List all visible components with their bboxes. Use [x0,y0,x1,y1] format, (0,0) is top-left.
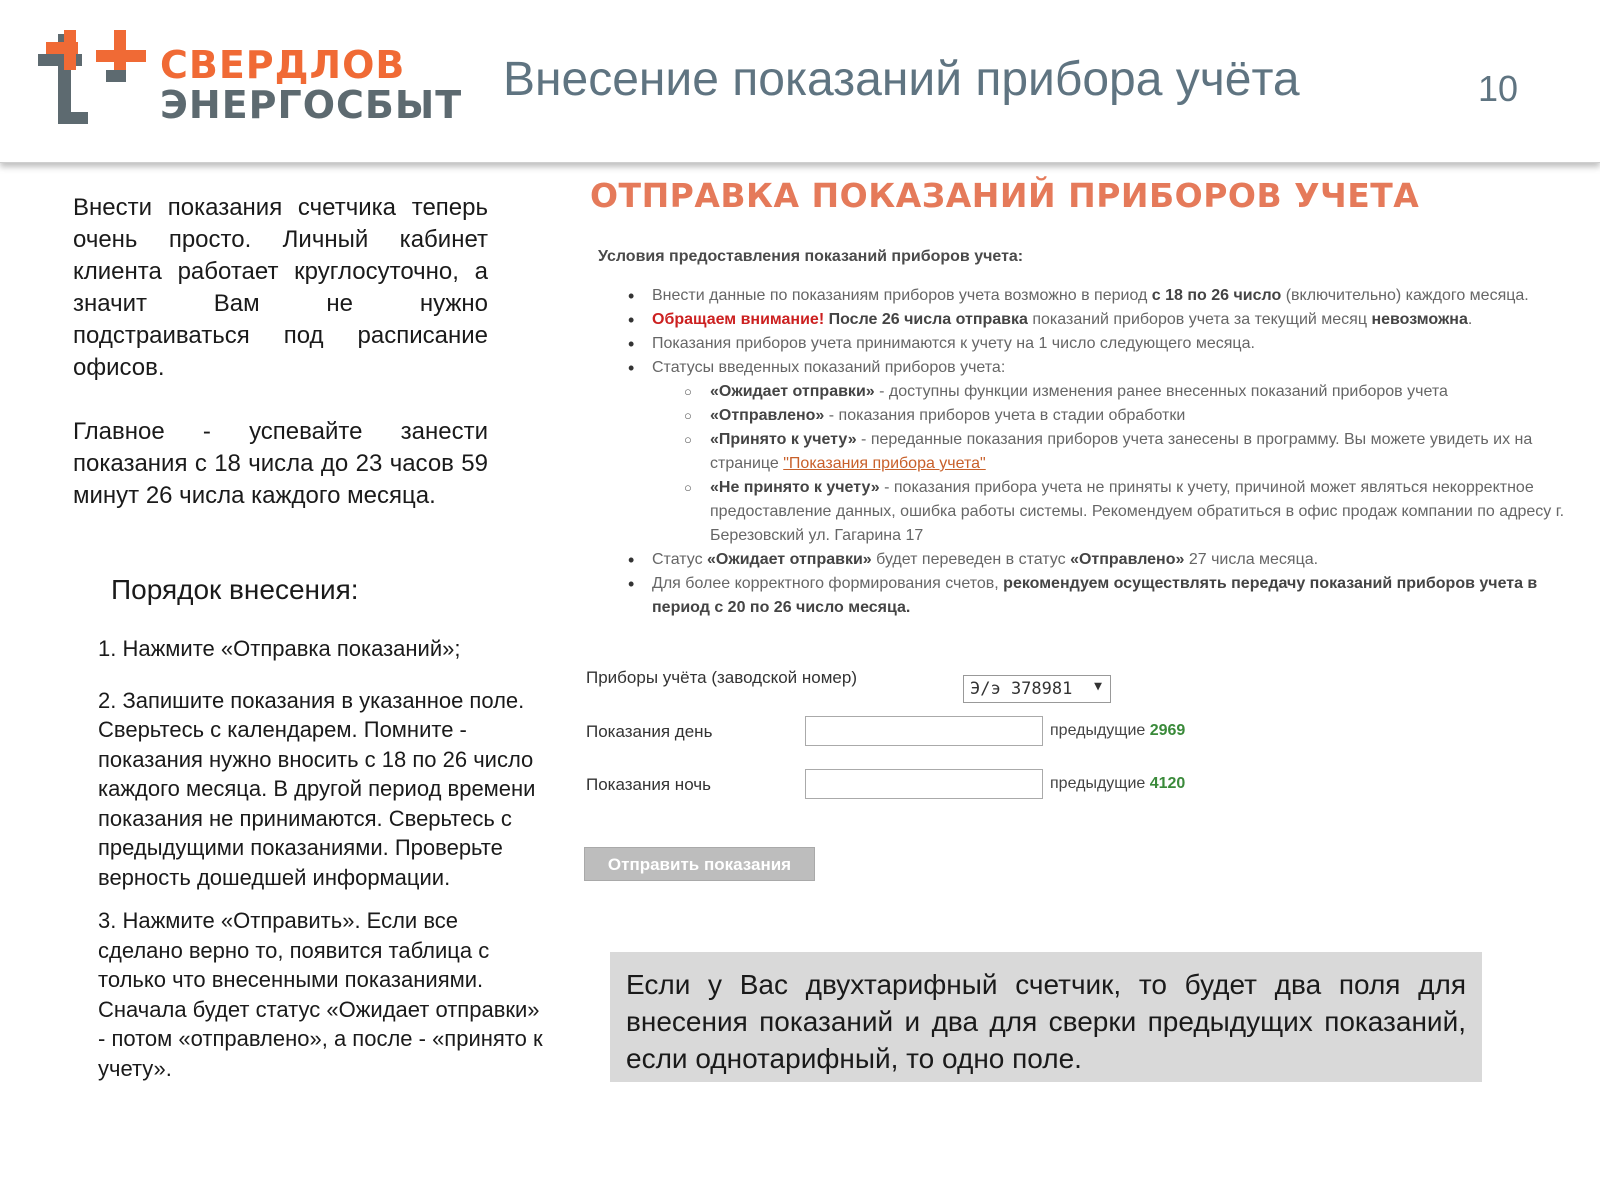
condition-item: • Внести данные по показаниям приборов учета возможно в период с 18 по 26 число (включительно) каждого месяца. [600,284,1580,308]
meter-select[interactable] [963,675,1111,703]
status-item: ○ «Отправлено» - показания приборов учета в стадии обработки [600,404,1580,428]
condition-item: • Показания приборов учета принимаются к учету на 1 число следующего месяца. [600,332,1580,356]
dropdown-arrow-icon: ▼ [1094,679,1102,694]
note-box: Если у Вас двухтарифный счетчик, то будет два поля для внесения показаний и два для сверки предыдущих показаний, если однотарифный, то одно поле. [610,952,1482,1082]
steps-list [98,634,543,1097]
day-reading-input[interactable] [805,716,1043,746]
condition-item: • Для более корректного формирования счетов, рекомендуем осуществлять передачу показаний приборов учета в период с 20 по 26 число месяца. [600,572,1580,620]
step-item: 1. Нажмите «Отправка показаний»; [98,636,461,661]
logo-icon [36,30,156,130]
intro-paragraph-2: Главное - успевайте занести показания с 18 числа до 23 часов 59 минут 26 числа каждого месяца. [73,418,488,509]
logo-line-1: СВЕРДЛОВ [160,43,406,87]
submit-readings-button[interactable]: Отправить показания [584,847,815,881]
day-reading-label: Показания день [586,722,713,741]
condition-item: • Статусы введенных показаний приборов учета: [600,356,1580,380]
slide-header [0,0,1600,163]
status-item: ○ «Не принято к учету» - показания прибора учета не приняты к учету, причиной может являться некорректное предоставление данных, ошибка работы системы. Рекомендуем обратиться в офис продаж компании по адресу г. Березовский ул. Гагарина 17 [600,476,1580,548]
readings-page-link[interactable]: "Показания прибора учета" [783,455,986,472]
order-title: Порядок внесения: [111,574,359,605]
condition-item: • Статус «Ожидает отправки» будет переведен в статус «Отправлено» 27 числа месяца. [600,548,1580,572]
condition-item: • Обращаем внимание! После 26 числа отправка показаний приборов учета за текущий месяц невозможна. [600,308,1580,332]
page-number: 10 [1478,68,1519,109]
logo-text [160,45,462,125]
meter-select-value: Э/э 378981 [970,679,1073,699]
status-item: ○ «Ожидает отправки» - доступны функции изменения ранее внесенных показаний приборов учета [600,380,1580,404]
intro-column [73,192,488,512]
night-reading-input[interactable] [805,769,1043,799]
intro-paragraph-1: Внести показания счетчика теперь очень просто. Личный кабинет клиента работает круглосуточно, а значит Вам не нужно подстраиваться под расписание офисов. [73,194,488,381]
previous-day-reading: предыдущие 2969 [1050,722,1186,739]
step-item: 3. Нажмите «Отправить». Если все сделано верно то, появится таблица с только что внесенными показаниями. Сначала будет статус «Ожидает отправки» - потом «отправлено», а после - «принято к учету». [98,908,543,1081]
status-item: ○ «Принято к учету» - переданные показания приборов учета занесены в программу. Вы можете увидеть их на странице "Показания прибора учета" [600,428,1580,476]
conditions-list [600,284,1580,620]
meter-label: Приборы учёта (заводской номер) [586,668,857,687]
step-item: 2. Запишите показания в указанное поле. Сверьтесь с календарем. Помните - показания нужно вносить с 18 по 26 число каждого месяца. В другой период времени показания не принимаются. Сверьтесь с предыдущими показаниями. Проверьте верность дошедшей информации. [98,687,536,890]
logo-line-2: ЭНЕРГОСБЫТ [160,83,463,127]
night-reading-label: Показания ночь [586,775,711,794]
readings-form-panel [586,176,1588,874]
panel-title: ОТПРАВКА ПОКАЗАНИЙ ПРИБОРОВ УЧЕТА [590,176,1420,215]
slide-title: Внесение показаний прибора учёта [503,53,1300,106]
previous-night-reading: предыдущие 4120 [1050,775,1186,792]
conditions-title: Условия предоставления показаний приборов учета: [598,248,1024,265]
